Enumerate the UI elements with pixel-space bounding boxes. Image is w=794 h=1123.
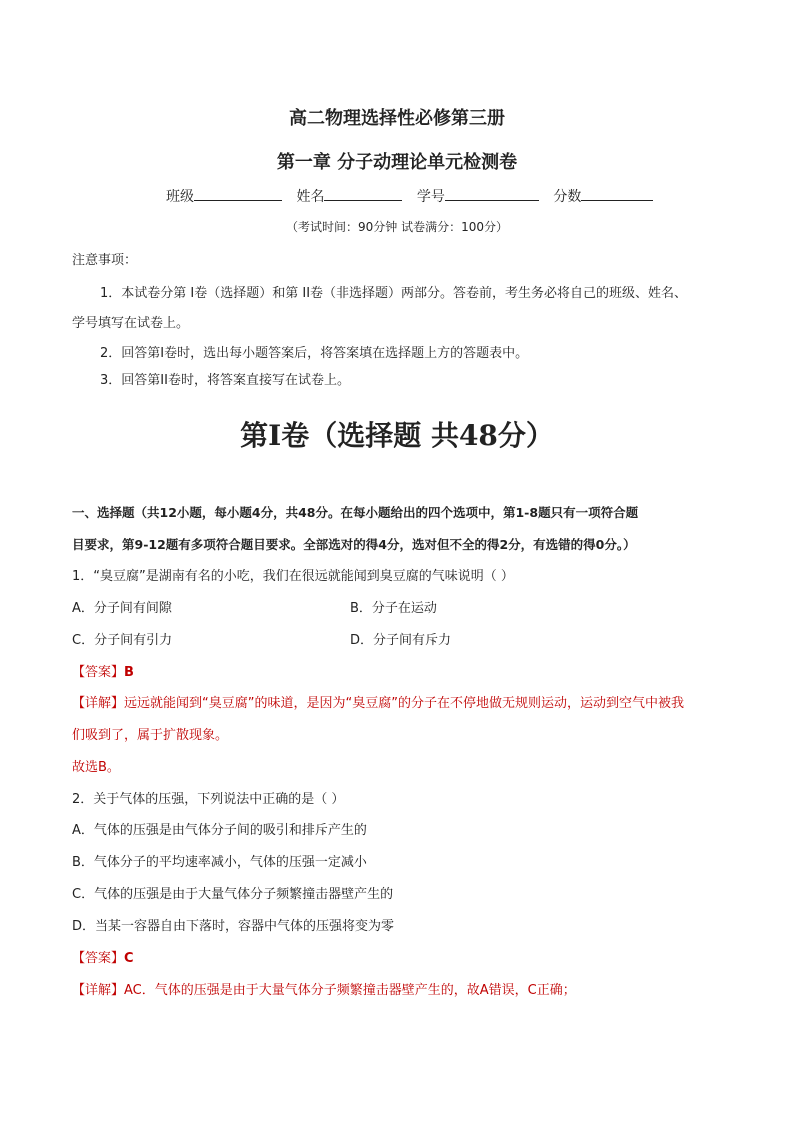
q2-option-d: D．当某一容器自由下落时，容器中气体的压强将变为零 [72,919,395,934]
answer-value: B [124,665,134,680]
q1-answer [72,663,134,683]
q1-conclusion: 故选B。 [72,760,120,775]
q1-option-c: C．分子间有引力 [72,633,173,648]
chapter-title: 第一章 分子动理论单元检测卷 [276,152,518,173]
exam-time-note: （考试时间：90分钟 试卷满分：100分） [286,220,508,234]
score-blank[interactable] [581,186,653,201]
note-3: 3．回答第II卷时，将答案直接写在试卷上。 [100,373,350,388]
q2-option-b: B．气体分子的平均速率减小，气体的压强一定减小 [72,855,367,870]
answer-label: 【答案】 [72,951,125,966]
student-id-label: 学号 [416,189,445,205]
q2-option-c: C．气体的压强是由于大量气体分子频繁撞击器壁产生的 [72,887,394,902]
q2-answer [72,949,134,969]
notes-heading: 注意事项： [72,253,138,268]
note-1-line-2: 学号填写在试卷上。 [72,316,190,331]
score-label: 分数 [553,189,582,205]
q2-detail-line-1 [72,981,576,1001]
note-2: 2．回答第I卷时，选出每小题答案后，将答案填在选择题上方的答题表中。 [100,346,529,361]
class-blank[interactable] [194,186,282,201]
part-1-instructions-line-2: 目要求，第9-12题有多项符合题目要求。全部选对的得4分，选对但不全的得2分，有选错的得0分。） [72,537,636,552]
detail-label: 【详解】 [72,983,125,998]
answer-label: 【答案】 [72,665,125,680]
q1-option-a: A．分子间有间隙 [72,601,172,616]
note-1-line-1: 1．本试卷分第 I卷（选择题）和第 II卷（非选择题）两部分。答卷前，考生务必将自己的班级、姓名、 [100,286,688,301]
name-label: 姓名 [296,189,325,205]
class-label: 班级 [166,189,194,205]
q2-stem: 2．关于气体的压强，下列说法中正确的是（ ） [72,792,345,807]
paper-title: 高二物理选择性必修第三册 [289,108,505,129]
q1-option-d: D．分子间有斥力 [350,633,452,648]
q1-option-b: B．分子在运动 [350,601,437,616]
q1-stem: 1．“臭豆腐”是湖南有名的小吃，我们在很远就能闻到臭豆腐的气味说明（ ） [72,569,514,584]
q1-detail-line-1 [72,694,684,714]
detail-text: 远远就能闻到“臭豆腐”的味道，是因为“臭豆腐”的分子在不停地做无规则运动，运动到空气中被我 [124,696,684,711]
section-title: 第Ⅰ卷（选择题 共48分） [240,419,554,452]
name-blank[interactable] [324,186,402,201]
detail-text: AC．气体的压强是由于大量气体分子频繁撞击器壁产生的，故A错误，C正确； [124,983,576,998]
q2-option-a: A．气体的压强是由气体分子间的吸引和排斥产生的 [72,823,367,838]
student-info-line [166,186,663,206]
part-1-instructions-line-1: 一、选择题（共12小题，每小题4分，共48分。在每小题给出的四个选项中，第1-8题只有一项符合题 [72,505,639,520]
detail-label: 【详解】 [72,696,125,711]
answer-value: C [124,951,134,966]
q1-detail-line-2: 们吸到了，属于扩散现象。 [72,728,229,743]
student-id-blank[interactable] [445,186,539,201]
